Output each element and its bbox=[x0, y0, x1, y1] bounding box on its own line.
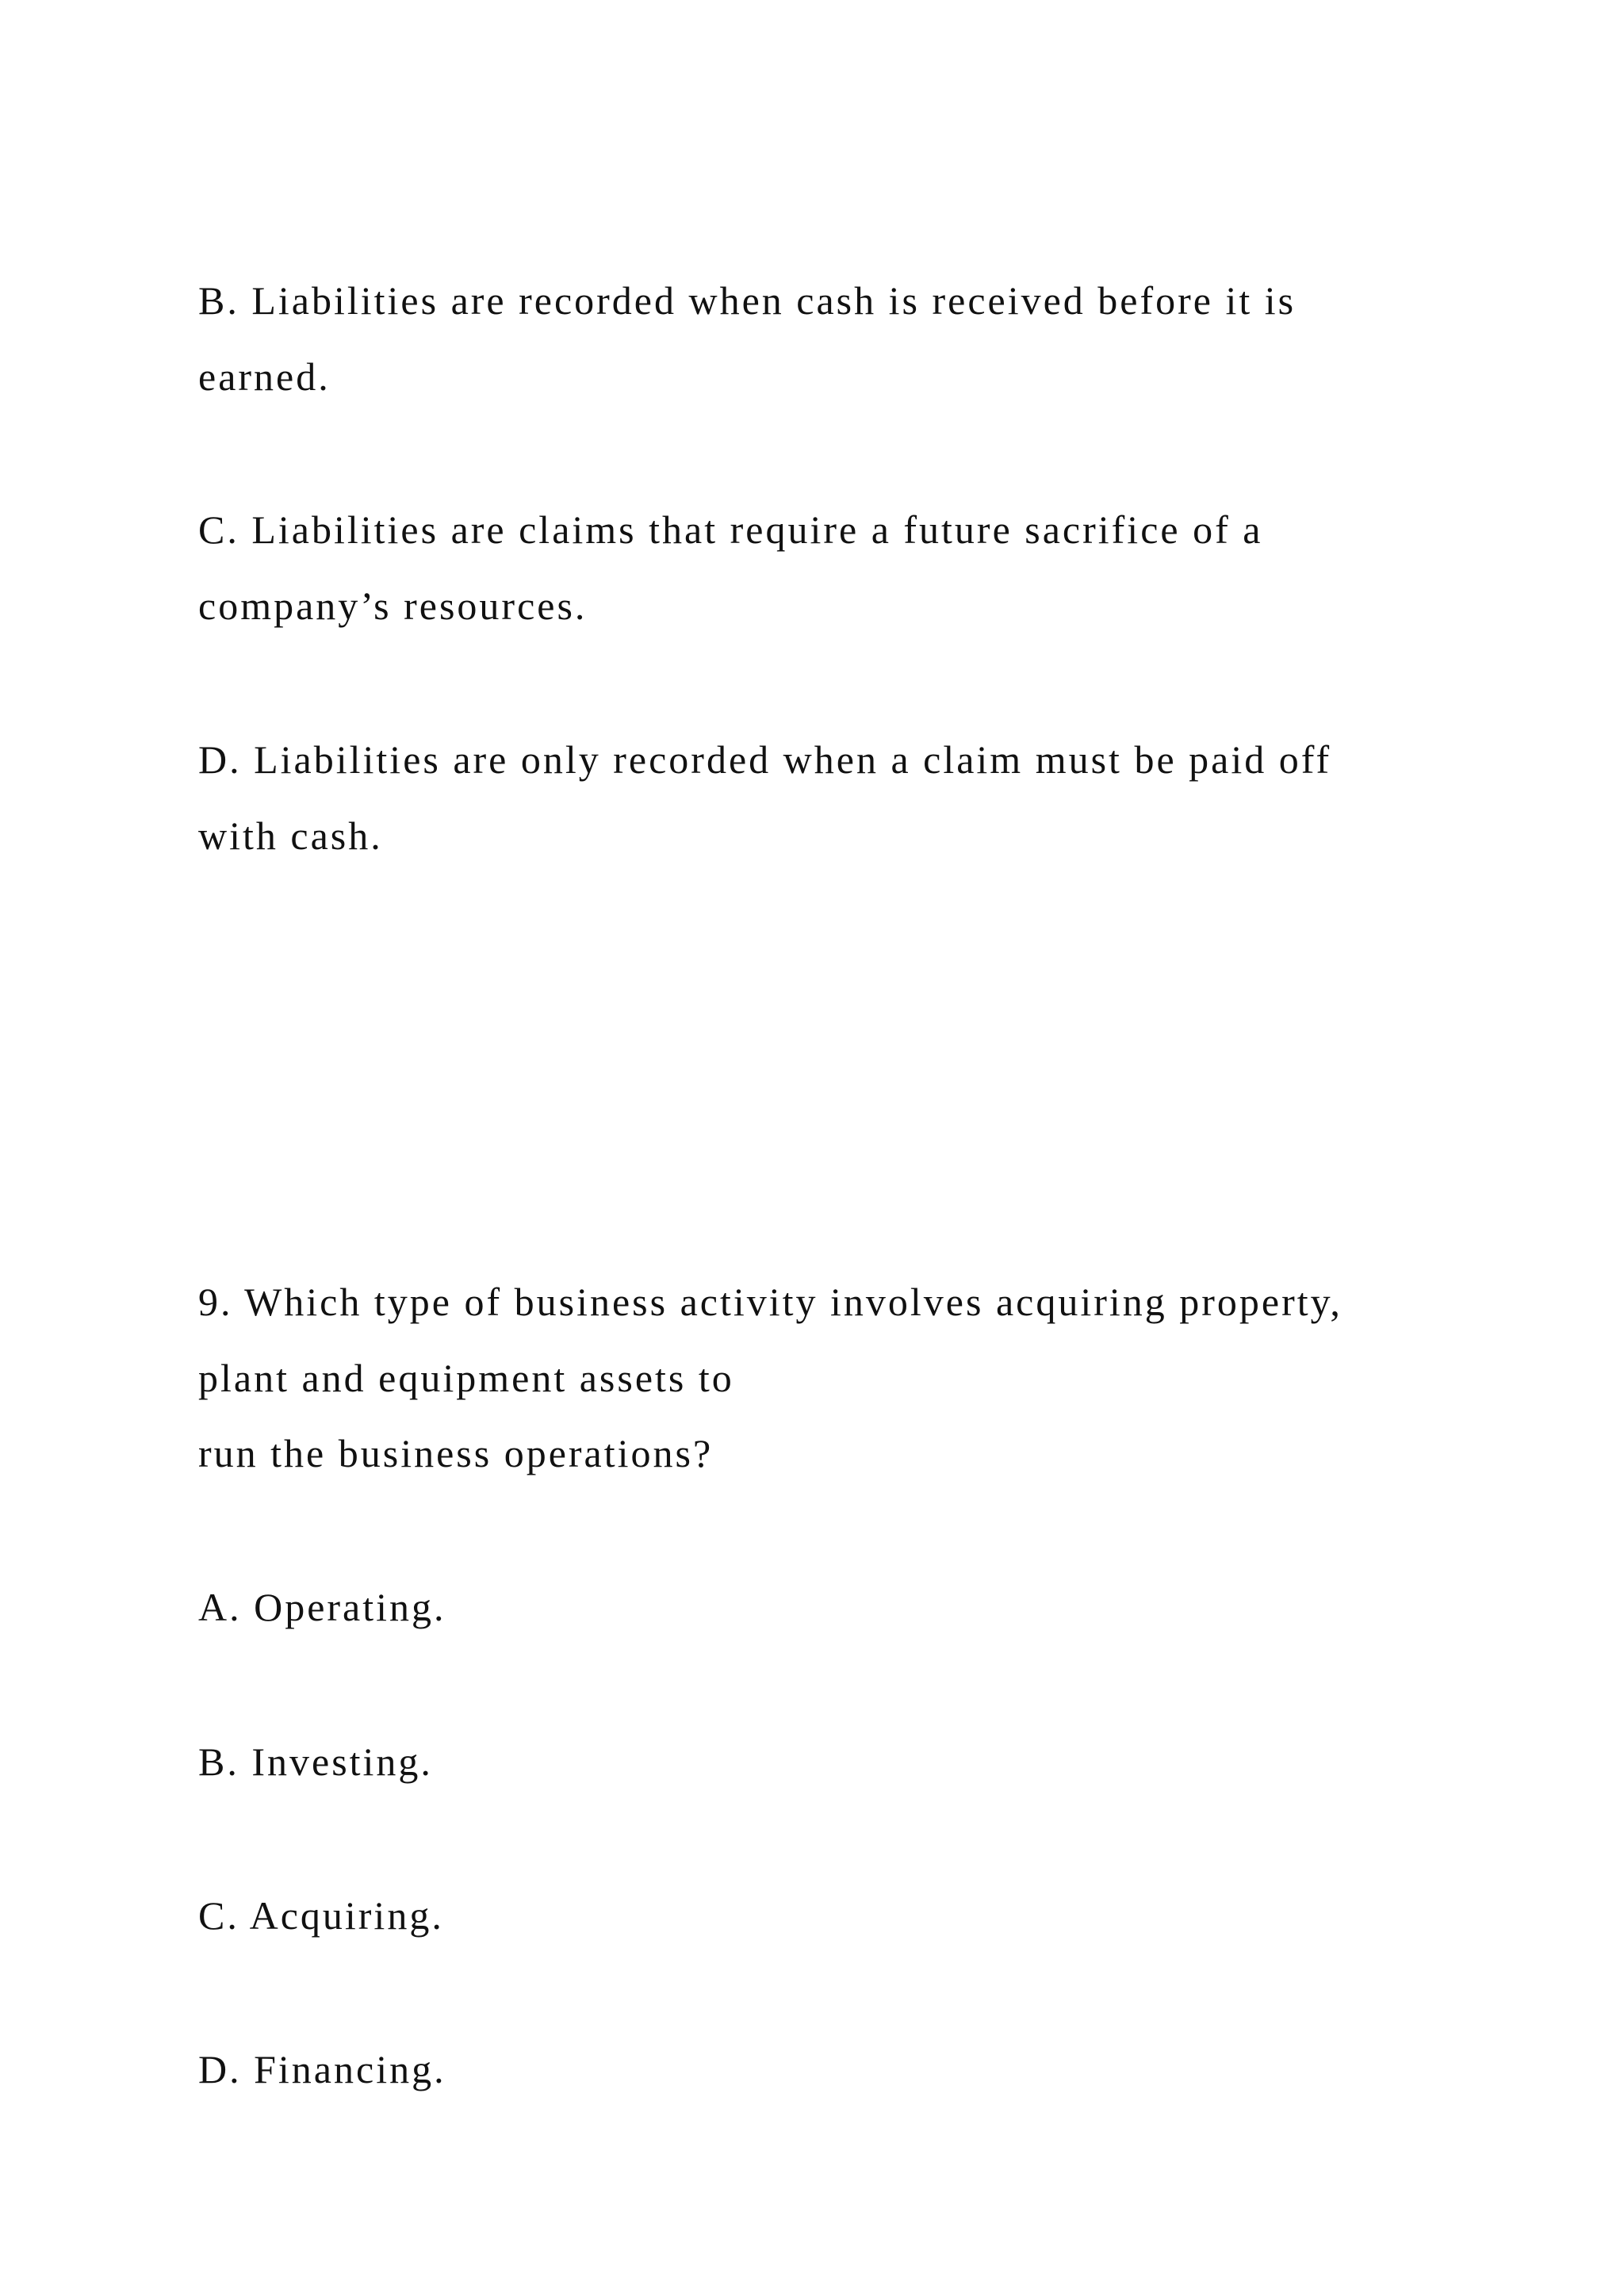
question-9-option-d: D. Financing. bbox=[198, 2047, 446, 2091]
question-9-option-a: A. Operating. bbox=[198, 1585, 446, 1629]
prev-option-d-line-2: with cash. bbox=[198, 813, 383, 858]
question-9-line-2: plant and equipment assets to bbox=[198, 1356, 734, 1400]
prev-option-b-line-2: earned. bbox=[198, 354, 331, 399]
prev-option-d-line-1: D. Liabilities are only recorded when a claim must be paid off bbox=[198, 737, 1332, 782]
question-9-line-3: run the business operations? bbox=[198, 1431, 714, 1475]
question-9-line-1: 9. Which type of business activity involves acquiring property, bbox=[198, 1280, 1342, 1324]
question-9-option-c: C. Acquiring. bbox=[198, 1893, 444, 1938]
question-9-option-b: B. Investing. bbox=[198, 1739, 433, 1784]
prev-option-b-line-1: B. Liabilities are recorded when cash is received before it is bbox=[198, 278, 1297, 323]
prev-option-c-line-2: company’s resources. bbox=[198, 584, 588, 628]
prev-option-c-line-1: C. Liabilities are claims that require a future sacrifice of a bbox=[198, 507, 1263, 552]
